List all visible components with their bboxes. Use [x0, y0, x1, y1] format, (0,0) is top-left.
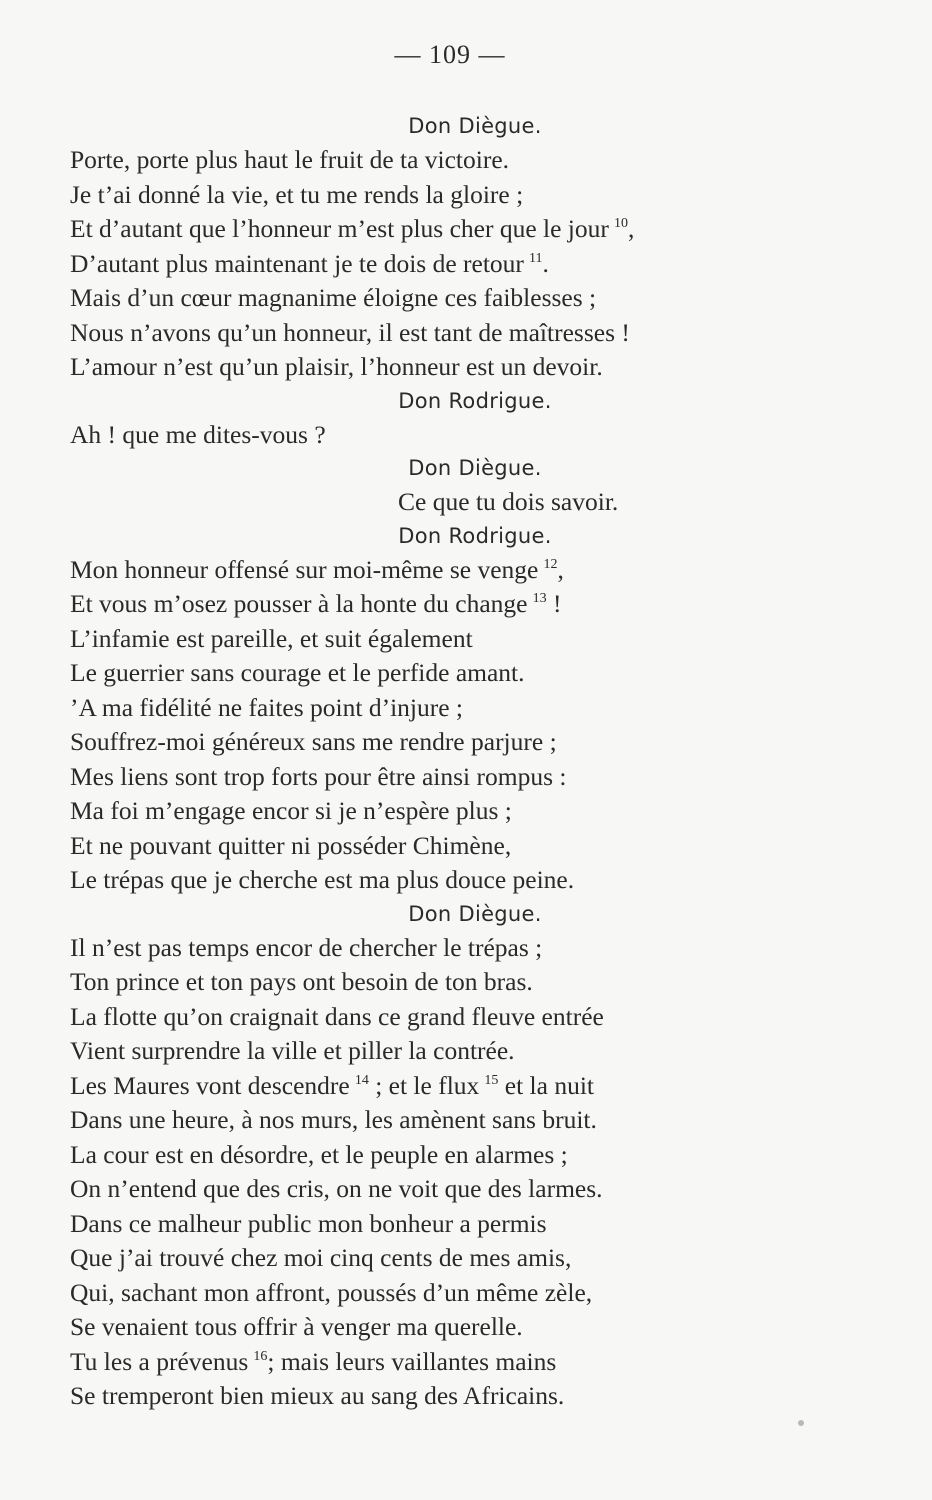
verse-text: Ah ! que me dites-vous ? — [70, 419, 326, 449]
verse-line — [70, 863, 850, 898]
verse-text: Je t’ai donné la vie, et tu me rends la gloire ; — [70, 179, 524, 209]
verse-text: Ton prince et ton pays ont besoin de ton bras. — [70, 967, 533, 996]
verse-line — [70, 1207, 850, 1242]
verse-text: Que j’ai trouvé chez moi cinq cents de mes amis, — [70, 1243, 572, 1272]
footnote-ref: 11 — [529, 250, 543, 266]
verse-line — [70, 1241, 850, 1276]
verse-text: Dans ce malheur public mon bonheur a permis — [70, 1208, 547, 1238]
verse-line — [70, 281, 850, 316]
verse-line — [70, 350, 850, 385]
verse-line — [70, 1379, 850, 1414]
verse-line — [70, 316, 850, 351]
verse-line — [70, 143, 850, 178]
verse-line — [70, 829, 850, 864]
verse-line — [70, 587, 850, 622]
verse-text: Mais d’un cœur magnanime éloigne ces faiblesses ; — [70, 283, 597, 312]
verse-line — [70, 931, 850, 966]
verse-line — [70, 1138, 850, 1173]
speaker-name: Don Diègue. — [408, 456, 542, 480]
footnote-ref: 15 — [484, 1072, 499, 1088]
verse-line — [70, 1276, 850, 1311]
verse-text: La flotte qu’on craignait dans ce grand fleuve entrée — [70, 1001, 604, 1031]
verse-text: La cour est en désordre, et le peuple en alarmes ; — [70, 1139, 568, 1169]
verse-line — [70, 794, 850, 829]
verse-text-continued: et la nuit — [498, 1070, 594, 1100]
verse-line — [70, 656, 850, 691]
verse-line — [70, 1103, 850, 1138]
verse-line — [70, 1000, 850, 1035]
footnote-ref: 12 — [543, 556, 558, 572]
verse-text: Mes liens sont trop forts pour être ainsi rompus : — [70, 761, 567, 791]
verse-text: Il n’est pas temps encor de chercher le trépas ; — [70, 932, 543, 962]
footnote-ref: 13 — [532, 591, 547, 606]
verse-text: Tu les a prévenus — [70, 1346, 249, 1376]
verse-text: ’A ma fidélité ne faites point d’injure ; — [70, 692, 464, 722]
speaker-name: Don Diègue. — [408, 114, 542, 138]
verse-line — [70, 1172, 850, 1207]
verse-text: Le guerrier sans courage et le perfide amant. — [70, 658, 525, 687]
verse-line — [70, 212, 850, 247]
verse-line — [70, 247, 850, 282]
verse-text-continued: , — [627, 214, 635, 243]
play-text — [70, 110, 850, 1414]
footnote-ref: 10 — [613, 216, 628, 231]
verse-text-continued: , — [557, 554, 564, 584]
verse-line — [70, 1310, 850, 1345]
speaker-name: Don Diègue. — [408, 901, 542, 926]
verse-line — [70, 485, 850, 520]
speaker-name: Don Rodrigue. — [398, 388, 552, 413]
verse-text: Porte, porte plus haut le fruit de ta victoire. — [70, 145, 510, 174]
verse-line — [70, 1345, 850, 1380]
verse-text: Les Maures vont descendre — [70, 1070, 350, 1100]
verse-text: Mon honneur offensé sur moi-même se venge — [70, 554, 539, 584]
footnote-ref: 16 — [253, 1348, 268, 1364]
verse-line — [70, 553, 850, 588]
verse-line — [70, 760, 850, 795]
verse-line — [70, 725, 850, 760]
page-number: — 109 — — [394, 40, 506, 69]
verse-text-continued: ; et le flux — [368, 1070, 480, 1100]
verse-text: Et d’autant que l’honneur m’est plus cher que le jour — [70, 214, 609, 243]
footnote-ref: 14 — [354, 1072, 369, 1088]
verse-line — [70, 622, 850, 657]
verse-text: Le trépas que je cherche est ma plus douce peine. — [70, 865, 575, 894]
verse-text: Qui, sachant mon affront, poussés d’un même zèle, — [70, 1277, 593, 1307]
verse-text: D’autant plus maintenant je te dois de retour — [70, 248, 524, 278]
verse-text: Se tremperont bien mieux au sang des Africains. — [70, 1381, 565, 1410]
verse-text-continued: ; mais leurs vaillantes mains — [267, 1346, 557, 1376]
verse-text: L’infamie est pareille, et suit également — [70, 623, 473, 653]
verse-text: Dans une heure, à nos murs, les amènent sans bruit. — [70, 1105, 597, 1134]
paper-speck — [798, 1420, 804, 1426]
verse-text: Et vous m’osez pousser à la honte du change — [70, 589, 528, 618]
verse-text-continued: . — [542, 248, 549, 278]
verse-text: Ce que tu dois savoir. — [398, 487, 619, 516]
verse-line — [70, 178, 850, 213]
verse-line — [70, 1069, 850, 1104]
verse-text: Souffrez-moi généreux sans me rendre parjure ; — [70, 727, 557, 756]
verse-line — [70, 691, 850, 726]
verse-line — [70, 965, 850, 1000]
verse-text: Se venaient tous offrir à venger ma querelle. — [70, 1312, 523, 1341]
verse-line — [70, 1034, 850, 1069]
verse-text: Ma foi m’engage encor si je n’espère plus ; — [70, 796, 512, 825]
verse-text-continued: ! — [546, 589, 562, 618]
verse-text: Vient surprendre la ville et piller la contrée. — [70, 1036, 515, 1065]
verse-text: L’amour n’est qu’un plaisir, l’honneur est un devoir. — [70, 352, 603, 381]
verse-text: On n’entend que des cris, on ne voit que des larmes. — [70, 1174, 603, 1203]
verse-text: Nous n’avons qu’un honneur, il est tant de maîtresses ! — [70, 317, 630, 347]
verse-text: Et ne pouvant quitter ni posséder Chimène, — [70, 830, 512, 860]
verse-line — [70, 418, 850, 453]
speaker-name: Don Rodrigue. — [398, 523, 552, 548]
